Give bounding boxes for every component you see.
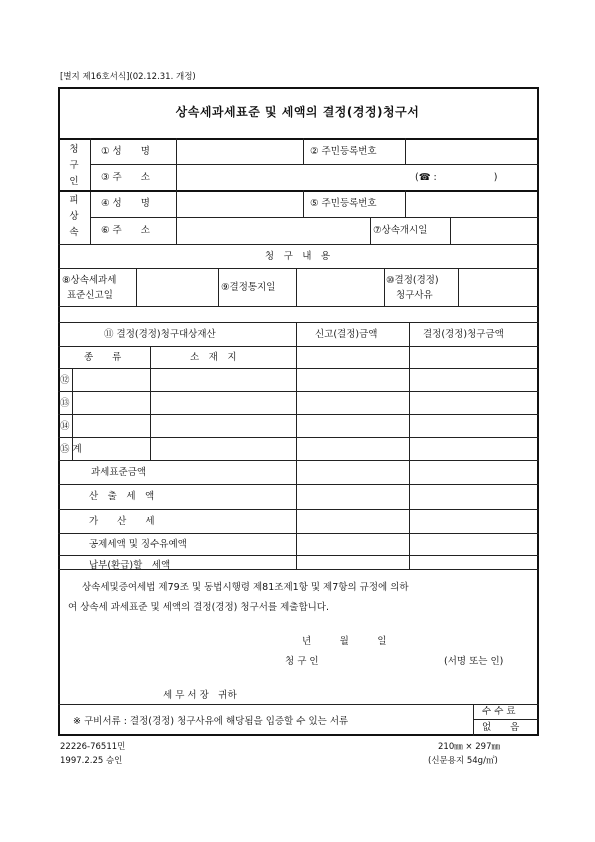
summary-label: 과세표준금액 xyxy=(91,467,147,478)
approval-date: 1997.2.25 승인 xyxy=(60,756,123,766)
fee-label: 수 수 료 xyxy=(482,706,516,717)
sub-kind: 종 류 xyxy=(84,352,122,363)
statement-line-1: 상속세및증여세법 제79조 및 동법시행령 제81조제1항 및 제7항의 규정에 의하 xyxy=(82,582,409,593)
statement-line-2: 여 상속세 과세표준 및 세액의 결정(경정) 청구서를 제출합니다. xyxy=(68,602,329,613)
claim-reason-label-1: ⑩결정(경정) xyxy=(386,275,439,286)
col-claimed: 결정(경정)청구금액 xyxy=(423,329,504,340)
notice-date-field[interactable] xyxy=(298,270,382,304)
claimant-name-field[interactable] xyxy=(178,140,302,162)
claimant-address-field[interactable] xyxy=(178,166,408,188)
claimant-address-label: ③ 주 소 xyxy=(101,172,150,183)
decedent-name-field[interactable] xyxy=(178,192,302,215)
paper-size: 210㎜ × 297㎜ xyxy=(438,742,500,752)
claim-contents-header: 청 구 내 용 xyxy=(264,251,331,262)
col-property: ⑪ 결정(경정)청구대상재산 xyxy=(104,329,216,340)
row-number: ⑮ 계 xyxy=(60,444,82,455)
sub-location: 소 재 지 xyxy=(190,352,237,363)
form-number: [별지 제16호서식](02.12.31. 개정) xyxy=(60,72,196,82)
summary-label: 가 산 세 xyxy=(89,516,155,527)
decedent-start-field[interactable] xyxy=(452,219,537,242)
claimant-label: 청 구 인 xyxy=(69,144,79,187)
decedent-rrn-label: ⑤ 주민등록번호 xyxy=(310,198,377,209)
claim-reason-field[interactable] xyxy=(460,270,537,304)
required-documents: ※ 구비서류 : 결정(경정) 청구사유에 해당됨을 입증할 수 있는 서류 xyxy=(73,716,349,727)
summary-label: 납부(환급)할 세액 xyxy=(89,560,171,571)
claimant-rrn-field[interactable] xyxy=(407,140,537,162)
row-number: ⑫ xyxy=(60,375,70,386)
claimant-name-label: ① 성 명 xyxy=(101,146,150,157)
claimant-sign-field[interactable] xyxy=(330,652,440,668)
paper-type: (신문용지 54g/㎡) xyxy=(428,756,498,766)
decedent-name-label: ④ 성 명 xyxy=(101,198,150,209)
row-number: ⑬ xyxy=(60,398,70,409)
decedent-label: 피 상 속 xyxy=(69,195,79,238)
tax-office: 세 무 서 장 귀하 xyxy=(163,690,237,701)
decedent-start-label: ⑦상속개시일 xyxy=(373,225,428,236)
date-line: 년 월 일 xyxy=(302,636,387,647)
page-title: 상속세과세표준 및 세액의 결정(경정)청구서 xyxy=(175,105,420,119)
form-code: 22226-76511민 xyxy=(60,742,126,752)
col-reported: 신고(결정)금액 xyxy=(315,329,378,340)
report-date-label-1: ⑧상속세과세 xyxy=(62,275,117,286)
decedent-address-field[interactable] xyxy=(178,219,368,242)
row-number: ⑭ xyxy=(60,421,70,432)
fee-value: 없 음 xyxy=(482,722,520,733)
decedent-address-label: ⑥ 주 소 xyxy=(101,225,150,236)
summary-label: 산 출 세 액 xyxy=(89,491,155,502)
summary-label: 공제세액 및 징수유예액 xyxy=(89,539,187,550)
claimant-sign-label: 청 구 인 xyxy=(285,656,319,667)
claim-reason-label-2: 청구사유 xyxy=(396,290,433,301)
notice-date-label: ⑨결정통지일 xyxy=(221,282,276,293)
sign-note: (서명 또는 인) xyxy=(444,656,504,667)
report-date-label-2: 표준신고일 xyxy=(67,290,113,301)
claimant-phone: (☎ : ) xyxy=(415,172,498,183)
report-date-field[interactable] xyxy=(138,270,216,304)
claimant-rrn-label: ② 주민등록번호 xyxy=(310,146,377,157)
decedent-rrn-field[interactable] xyxy=(407,192,537,215)
